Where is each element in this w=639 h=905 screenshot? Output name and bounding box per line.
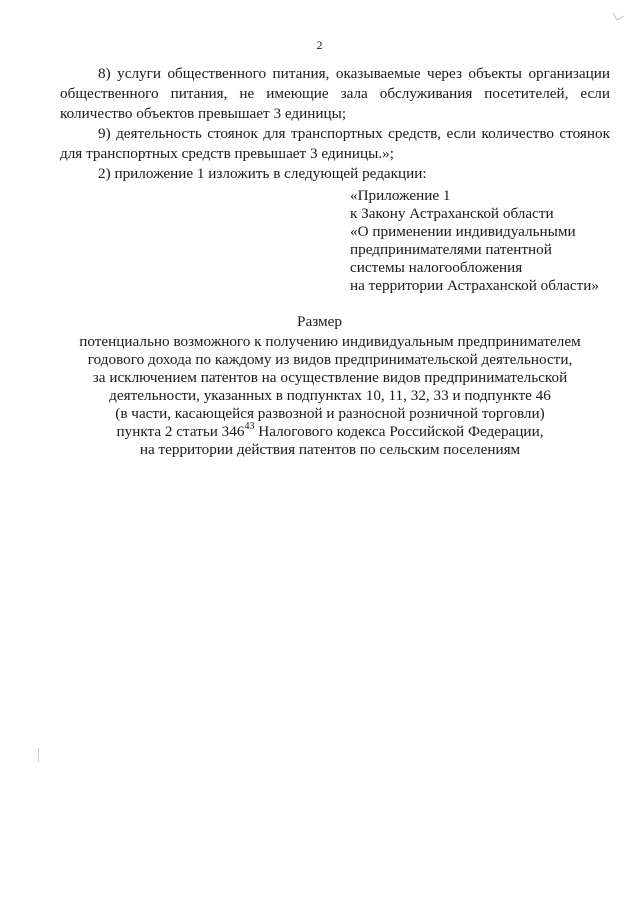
paragraph-item-8: 8) услуги общественного питания, оказываемые через объекты организации общественного питания, не имеющие зала обслуживания посетителей, если количество объектов превышает 3 единицы; bbox=[60, 65, 610, 122]
subtitle-line: потенциально возможного к получению индивидуальным предпринимателем bbox=[79, 333, 581, 350]
subtitle-line-article bbox=[30, 420, 630, 441]
subtitle-line: (в части, касающейся развозной и разносной розничной торговли) bbox=[115, 405, 545, 422]
appendix-header-line: «Приложение 1 bbox=[350, 187, 451, 204]
subtitle-line: деятельности, указанных в подпунктах 10, 11, 32, 33 и подпункте 46 bbox=[109, 387, 551, 404]
appendix-header-line: на территории Астраханской области» bbox=[350, 277, 600, 294]
section-subtitle bbox=[30, 333, 630, 459]
scan-artifact-line bbox=[38, 748, 39, 762]
subtitle-line: за исключением патентов на осуществление видов предпринимательской bbox=[92, 369, 568, 386]
appendix-header-line: «О применении индивидуальными bbox=[350, 223, 576, 240]
subtitle-line: на территории действия патентов по сельским поселениям bbox=[139, 441, 521, 458]
appendix-header bbox=[350, 187, 599, 295]
body-text bbox=[60, 64, 610, 184]
paragraph-amendment-2: 2) приложение 1 изложить в следующей редакции: bbox=[98, 165, 427, 182]
article-superscript: 43 bbox=[244, 420, 255, 432]
section-title: Размер bbox=[297, 313, 342, 330]
article-text-after: Налогового кодекса Российской Федерации, bbox=[254, 423, 544, 440]
subtitle-line: годового дохода по каждому из видов предпринимательской деятельности, bbox=[87, 351, 573, 368]
scan-artifact-mark bbox=[612, 8, 624, 20]
paragraph-item-9: 9) деятельность стоянок для транспортных средств, если количество стоянок для транспортных средств превышает 3 единицы.»; bbox=[60, 125, 610, 162]
appendix-header-line: системы налогообложения bbox=[350, 259, 523, 276]
appendix-header-line: к Закону Астраханской области bbox=[350, 205, 554, 222]
article-text-before: пункта 2 статьи 346 bbox=[116, 423, 245, 440]
page-number: 2 bbox=[316, 38, 323, 52]
appendix-header-line: предпринимателями патентной bbox=[350, 241, 552, 258]
